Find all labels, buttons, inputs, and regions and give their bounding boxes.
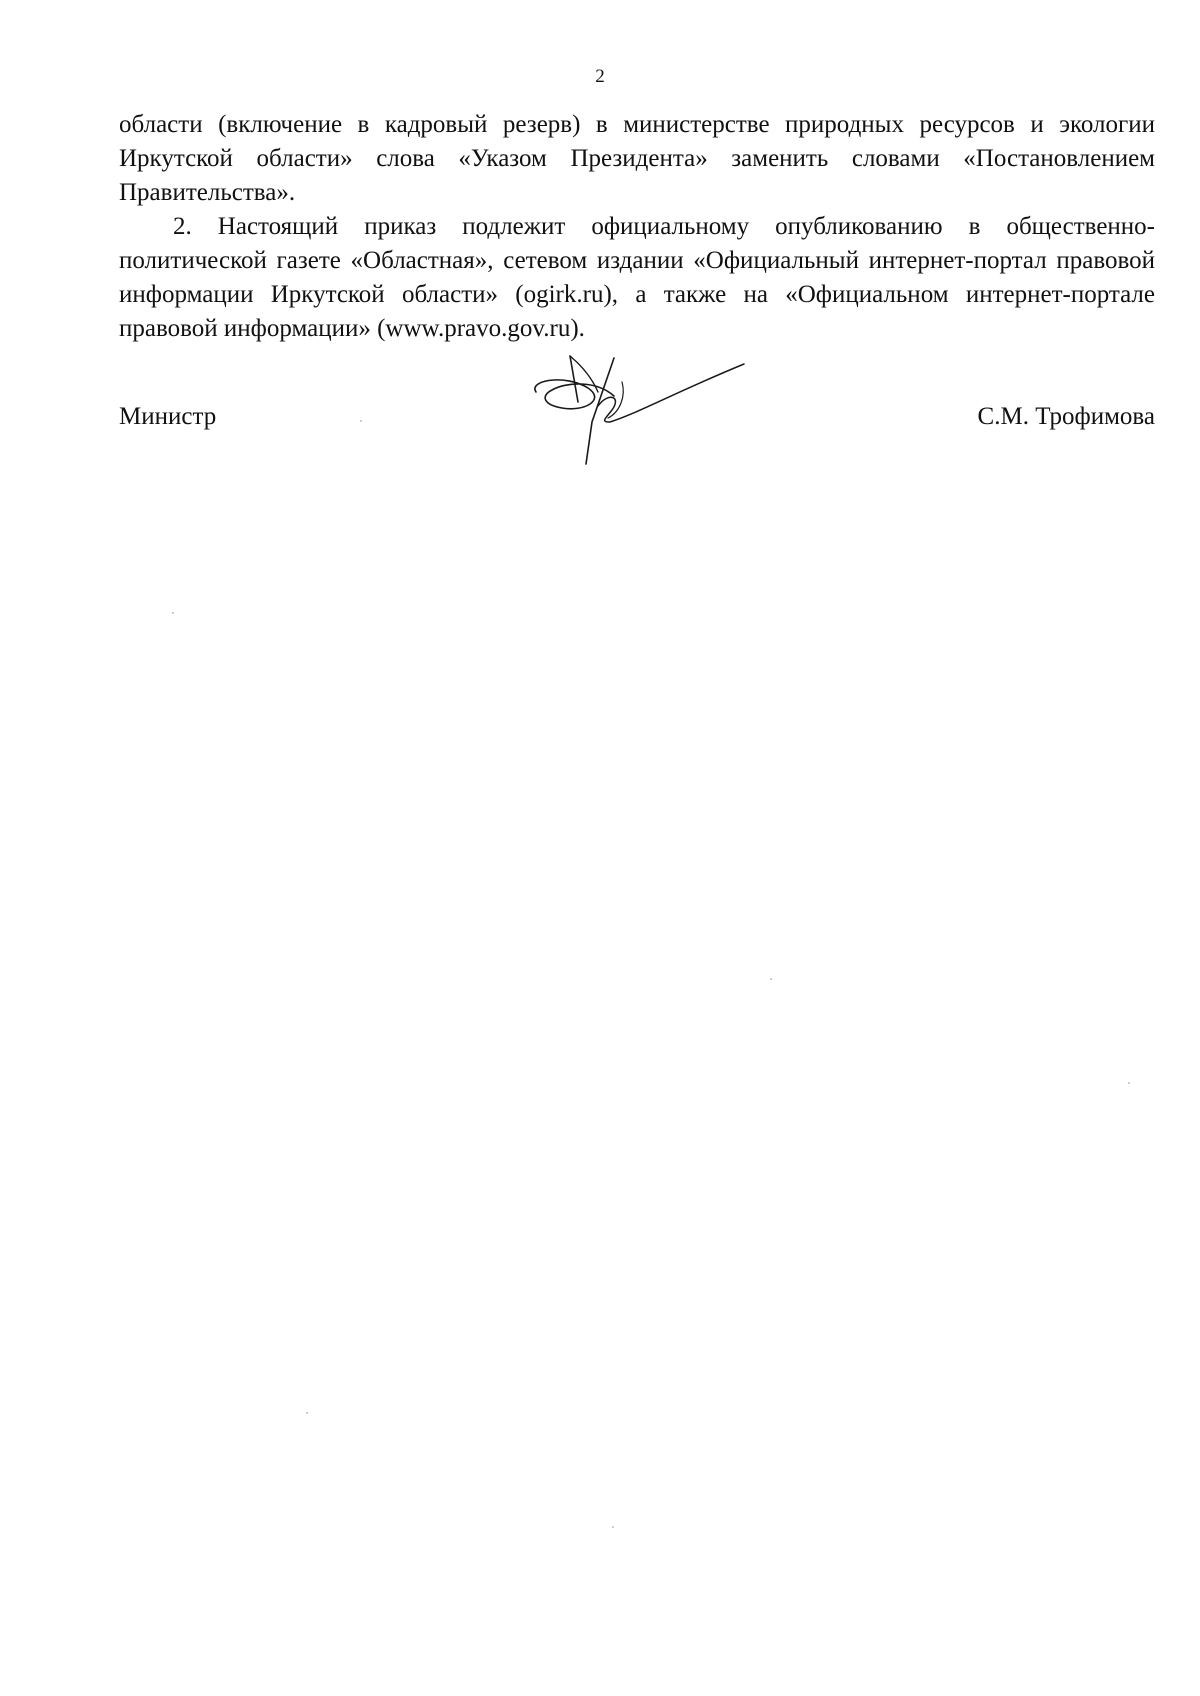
scan-speck xyxy=(1128,1082,1130,1084)
scan-speck xyxy=(172,612,174,614)
page-number: 2 xyxy=(595,66,605,87)
signatory-position: Министр xyxy=(119,403,217,430)
paragraph-publication: 2. Настоящий приказ подлежит официальному опубликованию в общественно-политической газете «Областная», сетевом издании «Официальный интернет-портал правовой информации Иркутской области» (ogirk.ru), а также на «Официальном интернет-портале правовой информации» (www.pravo.gov.ru). xyxy=(119,213,1155,342)
scan-speck xyxy=(612,1526,614,1528)
signatory-name: С.М. Трофимова xyxy=(977,403,1155,430)
document-body xyxy=(119,108,1155,346)
scan-speck xyxy=(770,978,772,980)
paragraph-continuation: области (включение в кадровый резерв) в министерстве природных ресурсов и экологии Иркутской области» слова «Указом Президента» заменить словами «Постановлением Правительства». xyxy=(119,111,1155,206)
handwritten-signature-icon xyxy=(526,352,746,470)
scan-speck xyxy=(306,1412,308,1414)
scan-speck xyxy=(360,420,362,422)
